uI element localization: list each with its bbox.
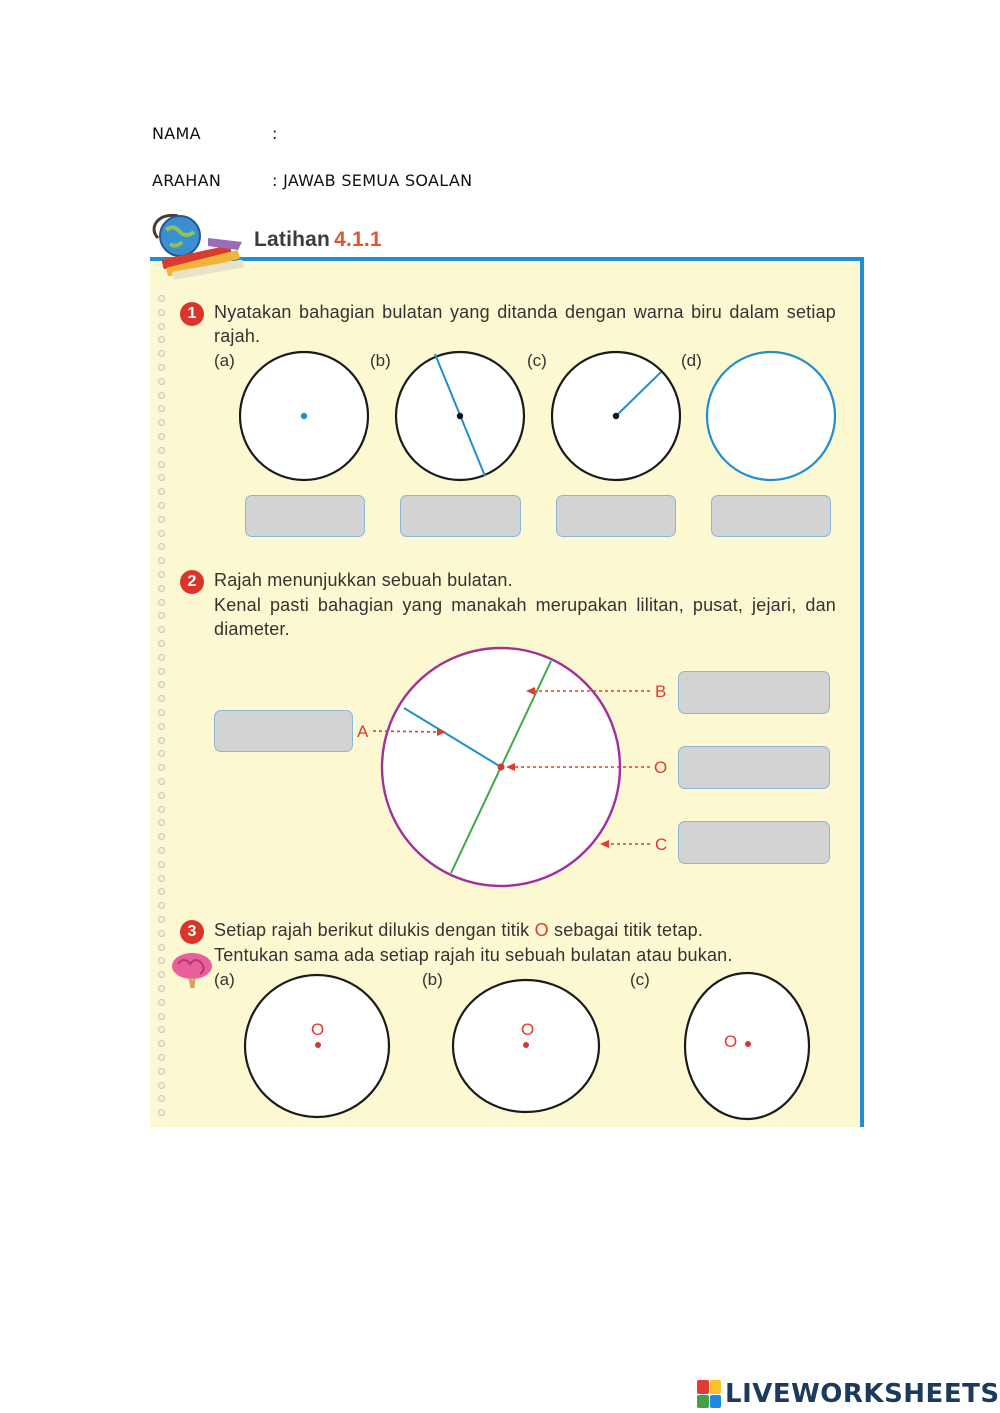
instruction-label: ARAHAN <box>152 171 222 190</box>
question-1-number: 1 <box>180 302 204 326</box>
q3-a-point-label: O <box>311 1020 325 1039</box>
name-label: NAMA <box>152 124 201 143</box>
q1-part-a-label: (a) <box>214 351 235 370</box>
instruction-value: : JAWAB SEMUA SOALAN <box>272 171 473 190</box>
q3-b-point-label: O <box>521 1020 535 1039</box>
question-3-number: 3 <box>180 920 204 944</box>
q2-label-a: A <box>357 722 369 741</box>
liveworksheets-logo-icon <box>697 1380 721 1408</box>
q3-shape-c <box>685 973 809 1119</box>
exercise-title-number: 4.1.1 <box>334 228 382 251</box>
question-2-line1: Rajah menunjukkan sebuah bulatan. <box>214 570 513 590</box>
q3-shape-a <box>245 975 389 1117</box>
exercise-title-word: Latihan <box>254 228 331 251</box>
q3-part-b-label: (b) <box>422 970 443 989</box>
q3-part-c-label: (c) <box>630 970 650 989</box>
q3-text-o: O <box>534 920 549 940</box>
question-3-line2: Tentukan sama ada setiap rajah itu sebuah bulatan atau bukan. <box>214 945 733 965</box>
name-value: : <box>272 124 278 143</box>
q1-part-d-label: (d) <box>681 351 702 370</box>
q2-label-b: B <box>655 682 667 701</box>
brand-text: LIVEWORKSHEETS <box>725 1379 1000 1409</box>
q3-text-before: Setiap rajah berikut dilukis dengan titik <box>214 920 535 940</box>
question-2-number: 2 <box>180 570 204 594</box>
q1-part-c-label: (c) <box>527 351 547 370</box>
q3-part-a-label: (a) <box>214 970 235 989</box>
q2-label-o: O <box>654 758 668 777</box>
liveworksheets-brand <box>697 1376 1000 1412</box>
q3-shape-b <box>453 980 599 1112</box>
question-2-line2: Kenal pasti bahagian yang manakah merupakan lilitan, pusat, jejari, dan diameter. <box>214 595 836 639</box>
question-1-text: Nyatakan bahagian bulatan yang ditanda dengan warna biru dalam setiap rajah. <box>214 302 836 346</box>
q3-c-point-label: O <box>724 1032 738 1051</box>
q2-label-c: C <box>655 835 668 854</box>
q3-text-after: sebagai titik tetap. <box>548 920 704 940</box>
q1-part-b-label: (b) <box>370 351 391 370</box>
